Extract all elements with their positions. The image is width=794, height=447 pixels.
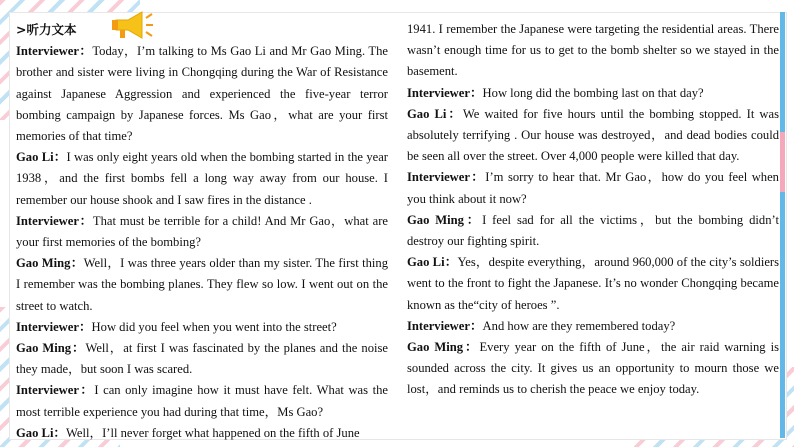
blue-accent-strip: [780, 12, 785, 438]
dialogue-line: [407, 252, 779, 316]
speaker-name: Gao Ming：: [407, 212, 483, 227]
speaker-name: Gao Li：: [407, 106, 463, 121]
dialogue-text: I can only imagine how it must have felt. What was the most terrible experience you had during that time，Ms Gao?: [16, 383, 388, 419]
dialogue-text: We waited for five hours until the bombing stopped. It was absolutely terrifying . Our house was destroyed，and dead bodies could be seen all over the street. Over 4,000 people were killed that day.: [407, 106, 780, 164]
dialogue-text: Well，I was three years older than my sister. The first thing I remember was the bombing planes. They flew so low. I went out on the street to watch.: [16, 256, 388, 313]
speaker-name: Gao Ming：: [16, 341, 86, 356]
pink-accent-strip: [780, 132, 785, 192]
dialogue-text: How did you feel when you went into the street?: [91, 319, 337, 334]
transcript-card: [9, 12, 787, 440]
dialogue-text: That must be terrible for a child! And Mr Gao，what are your first memories of the bombing?: [16, 213, 388, 250]
speaker-name: Gao Ming：: [407, 340, 480, 355]
dialogue-text: Every year on the fifth of June，the air raid warning is sounded across the city. It gives us an opportunity to mourn those we lost，and reminds us to cherish the peace we enjoy today.: [407, 340, 779, 397]
dialogue-text: I was only eight years old when the bombing started in the year 1938，and the first bombs fell a long way away from our house. I remember our house shook and I saw fires in the distance .: [16, 150, 388, 207]
speaker-name: Interviewer：: [407, 318, 483, 333]
speaker-name: Interviewer：: [16, 383, 95, 398]
speaker-name: Gao Li：: [407, 255, 458, 270]
speaker-name: Gao Ming：: [16, 256, 84, 271]
speaker-name: Interviewer：: [16, 319, 92, 334]
dialogue-line: [407, 83, 779, 104]
transcript-heading: [16, 19, 388, 41]
dialogue-text: I’m sorry to hear that. Mr Gao，how do you feel when you think about it now?: [407, 170, 779, 206]
dialogue-text: Well，I’ll never forget what happened on the fifth of June: [66, 425, 360, 440]
dialogue-line: [16, 147, 388, 211]
speaker-name: Interviewer：: [16, 213, 93, 228]
dialogue-text: Well，at first I was fascinated by the planes and the noise they made，but soon I was scared.: [16, 341, 388, 377]
dialogue-line: [407, 167, 779, 209]
left-dialogue: [16, 41, 388, 444]
right-dialogue: [407, 19, 779, 401]
dialogue-text: Yes，despite everything，around 960,000 of the city’s soldiers went to the front to fight the Japanese. It’s no wonder Chongqing became known as the“city of heroes ”.: [407, 255, 780, 312]
speaker-name: Gao Li：: [16, 425, 67, 440]
megaphone-icon: [108, 8, 154, 42]
transcript-right-column: [407, 19, 779, 401]
dialogue-line: [407, 19, 779, 83]
dialogue-line: [407, 210, 779, 252]
dialogue-line: [407, 337, 779, 401]
dialogue-line: [407, 104, 779, 168]
right-accent-bar: [775, 12, 785, 438]
dialogue-line: [16, 338, 388, 380]
dialogue-text: 1941. I remember the Japanese were targeting the residential areas. There wasn’t enough time for us to get to the bomb shelter so we stayed in the basement.: [407, 22, 779, 79]
dialogue-text: And how are they remembered today?: [482, 318, 676, 333]
dialogue-text: I feel sad for all the victims，but the bombing didn’t destroy our fighting spirit.: [407, 212, 779, 249]
dialogue-text: How long did the bombing last on that day?: [482, 85, 704, 100]
dialogue-line: [16, 380, 388, 422]
dialogue-line: [407, 316, 779, 337]
heading-text: >听力文本: [16, 22, 77, 37]
dialogue-line: [16, 253, 388, 317]
dialogue-line: [16, 41, 388, 147]
speaker-name: Gao Li：: [16, 150, 67, 165]
speaker-name: Interviewer：: [407, 85, 483, 100]
dialogue-line: [16, 423, 388, 444]
dialogue-line: [16, 211, 388, 253]
dialogue-text: Today，I’m talking to Ms Gao Li and Mr Gao Ming. The brother and sister were living in Chongqing during the War of Resistance against Japanese Aggression and experienced the five-year terror bombing campaign by Japanese forces. Ms Gao，what are your first memories of that time?: [16, 44, 388, 144]
dialogue-line: [16, 317, 388, 338]
transcript-left-column: [16, 19, 388, 444]
speaker-name: Interviewer：: [16, 44, 93, 59]
speaker-name: Interviewer：: [407, 170, 486, 185]
